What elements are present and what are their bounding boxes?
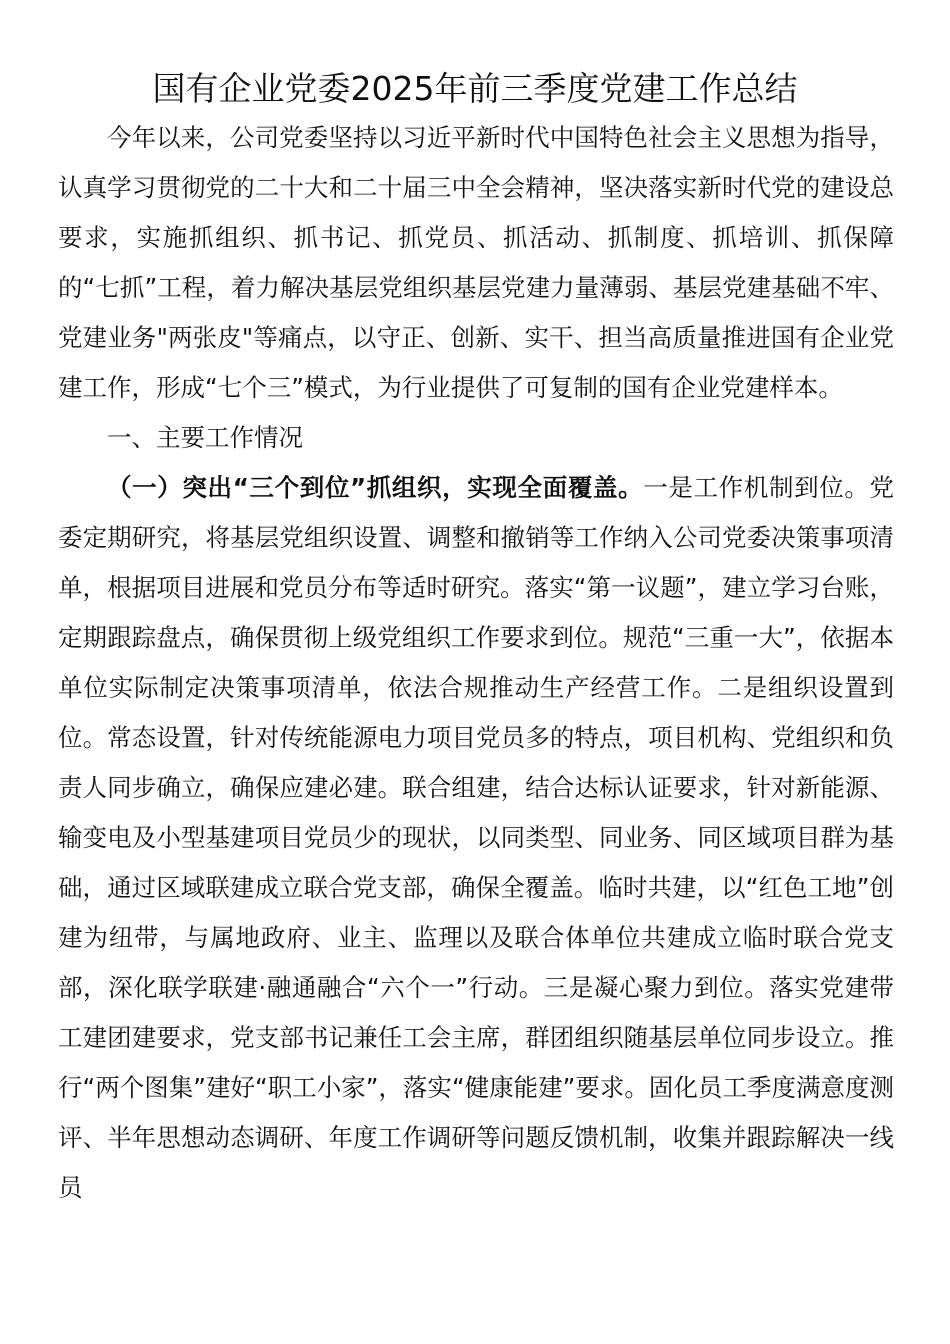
subsection-heading: （一）突出“三个到位”抓组织，实现全面覆盖。 (107, 473, 644, 502)
document-body (58, 113, 894, 1213)
intro-paragraph: 今年以来，公司党委坚持以习近平新时代中国特色社会主义思想为指导，认真学习贯彻党的二十大和二十届三中全会精神，坚决落实新时代党的建设总要求，实施抓组织、抓书记、抓党员、抓活动、抓制度、抓培训、抓保障的“七抓”工程，着力解决基层党组织基层党建力量薄弱、基层党建基础不牢、党建业务"两张皮"等痛点，以守正、创新、实干、担当高质量推进国有企业党建工作，形成“七个三”模式，为行业提供了可复制的国有企业党建样本。 (58, 123, 894, 402)
section-heading-main-work: 一、主要工作情况 (107, 423, 303, 452)
document-title: 国有企业党委2025年前三季度党建工作总结 (152, 69, 798, 108)
subsection-body: 一是工作机制到位。党委定期研究，将基层党组织设置、调整和撤销等工作纳入公司党委决策事项清单，根据项目进展和党员分布等适时研究。落实“第一议题”，建立学习台账，定期跟踪盘点，确保贯彻上级党组织工作要求到位。规范“三重一大”，依据本单位实际制定决策事项清单，依法合规推动生产经营工作。二是组织设置到位。常态设置，针对传统能源电力项目党员多的特点，项目机构、党组织和负责人同步确立，确保应建必建。联合组建，结合达标认证要求，针对新能源、输变电及小型基建项目党员少的现状，以同类型、同业务、同区域项目群为基础，通过区域联建成立联合党支部，确保全覆盖。临时共建，以“红色工地”创建为纽带，与属地政府、业主、监理以及联合体单位共建成立临时联合党支部，深化联学联建·融通融合“六个一”行动。三是凝心聚力到位。落实党建带工建团建要求，党支部书记兼任工会主席，群团组织随基层单位同步设立。推行“两个图集”建好“职工小家”，落实“健康能建”要求。固化员工季度满意度测评、半年思想动态调研、年度工作调研等问题反馈机制，收集并跟踪解决一线员 (58, 473, 895, 1202)
subsection-organization-paragraph (58, 463, 894, 1213)
